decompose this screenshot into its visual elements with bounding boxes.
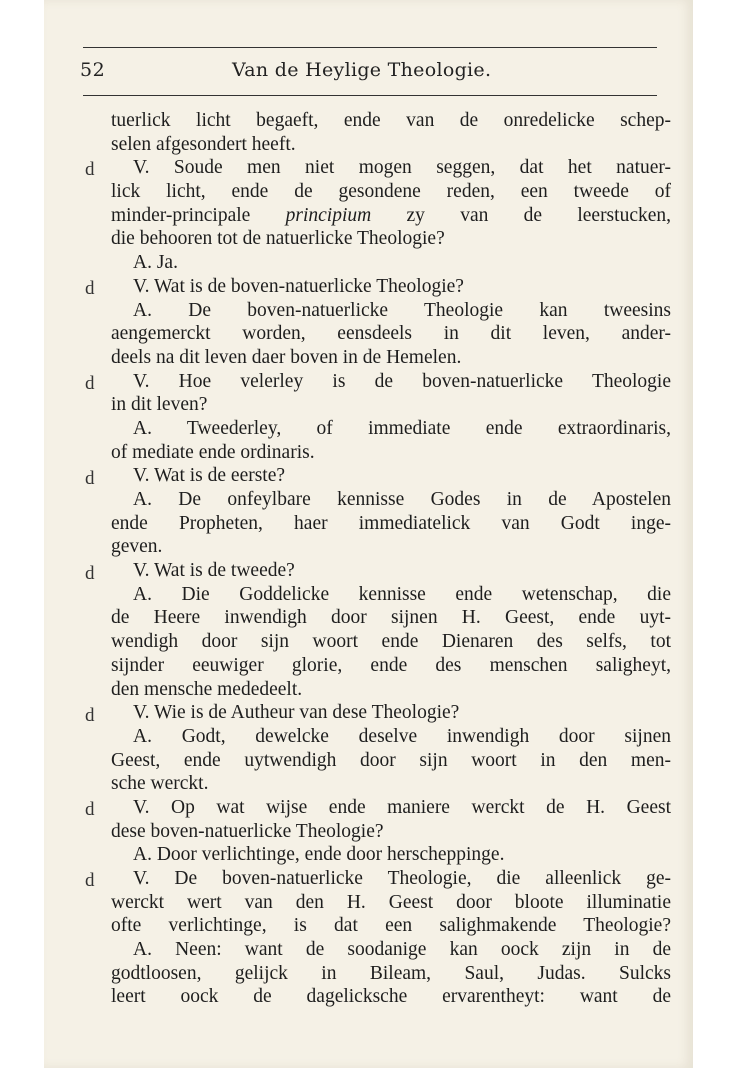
text-line: A. Tweederley, of immediate ende extraordinaris, bbox=[133, 417, 671, 439]
text-line: sche werckt. bbox=[111, 773, 209, 795]
text-line: lick licht, ende de gesondene reden, een tweede of bbox=[111, 181, 671, 203]
text-line: aengemerckt worden, eensdeels in dit leven, ander- bbox=[111, 323, 671, 345]
text-line: geven. bbox=[111, 536, 163, 558]
text-line: selen afgesondert heeft. bbox=[111, 133, 296, 155]
running-title: Van de Heylige Theologie. bbox=[232, 59, 492, 81]
text-line: ofte verlichtinge, is dat een salighmakende Theologie? bbox=[111, 915, 671, 937]
margin-marker: d bbox=[85, 870, 95, 891]
body-text bbox=[111, 109, 671, 1009]
text-line: tuerlick licht begaeft, ende van de onredelicke schep- bbox=[111, 110, 671, 131]
text-line: die behooren tot de natuerlicke Theologie? bbox=[111, 228, 445, 250]
text-line: A. De boven-natuerlicke Theologie kan tweesins bbox=[133, 299, 671, 321]
text-segment: zy van de leerstucken, bbox=[406, 204, 671, 226]
margin-marker: d bbox=[85, 159, 95, 180]
margin-marker: d bbox=[85, 373, 95, 394]
text-line: V. Wie is de Autheur van dese Theologie? bbox=[133, 702, 460, 724]
text-line: of mediate ende ordinaris. bbox=[111, 441, 315, 463]
header-rule-bottom bbox=[83, 95, 657, 96]
text-line: sijnder eeuwiger glorie, ende des menschen saligheyt, bbox=[111, 654, 671, 676]
text-line: V. Wat is de boven-natuerlicke Theologie? bbox=[133, 275, 464, 297]
text-line: Geest, ende uytwendigh door sijn woort in den men- bbox=[111, 749, 671, 771]
text-line: leert oock de dagelicksche ervarentheyt: want de bbox=[111, 986, 671, 1008]
margin-marker: d bbox=[85, 563, 95, 584]
margin-marker: d bbox=[85, 468, 95, 489]
text-segment: minder-principale bbox=[111, 204, 251, 226]
text-line: V. Op wat wijse ende maniere werckt de H. Geest bbox=[133, 796, 671, 818]
text-line: wendigh door sijn woort ende Dienaren des selfs, tot bbox=[111, 631, 671, 653]
text-line: godtloosen, gelijck in Bileam, Saul, Judas. Sulcks bbox=[111, 962, 671, 984]
text-line: den mensche mededeelt. bbox=[111, 678, 303, 700]
margin-marker: d bbox=[85, 799, 95, 820]
text-line: A. Die Goddelicke kennisse ende wetenschap, die bbox=[133, 583, 671, 605]
text-line bbox=[111, 204, 671, 228]
text-line: A. Ja. bbox=[133, 252, 178, 274]
text-line: A. Neen: want de soodanige kan oock zijn in de bbox=[133, 939, 671, 961]
text-line: V. Soude men niet mogen seggen, dat het natuer- bbox=[133, 157, 671, 179]
text-line: V. Wat is de tweede? bbox=[133, 560, 295, 582]
text-line: A. Door verlichtinge, ende door herscheppinge. bbox=[133, 844, 505, 866]
text-line: dese boven-natuerlicke Theologie? bbox=[111, 820, 384, 842]
margin-marker: d bbox=[85, 278, 95, 299]
italic-term: principium bbox=[285, 204, 372, 226]
text-line: A. Godt, dewelcke deselve inwendigh door sijnen bbox=[133, 725, 671, 747]
text-line: de Heere inwendigh door sijnen H. Geest, ende uyt- bbox=[111, 607, 671, 629]
text-line: werckt wert van den H. Geest door bloote illuminatie bbox=[111, 891, 671, 913]
text-line: A. De onfeylbare kennisse Godes in de Apostelen bbox=[133, 489, 671, 510]
margin-marker: d bbox=[85, 705, 95, 726]
text-line: in dit leven? bbox=[111, 394, 208, 416]
text-line: V. Wat is de eerste? bbox=[133, 465, 286, 487]
header-rule-top bbox=[83, 47, 657, 48]
text-line: V. Hoe velerley is de boven-natuerlicke Theologie bbox=[133, 370, 671, 392]
text-line: ende Propheten, haer immediatelick van Godt inge- bbox=[111, 512, 671, 534]
text-line: deels na dit leven daer boven in de Hemelen. bbox=[111, 346, 462, 368]
page-number: 52 bbox=[80, 59, 106, 81]
text-line: V. De boven-natuerlicke Theologie, die alleenlick ge- bbox=[133, 868, 671, 889]
